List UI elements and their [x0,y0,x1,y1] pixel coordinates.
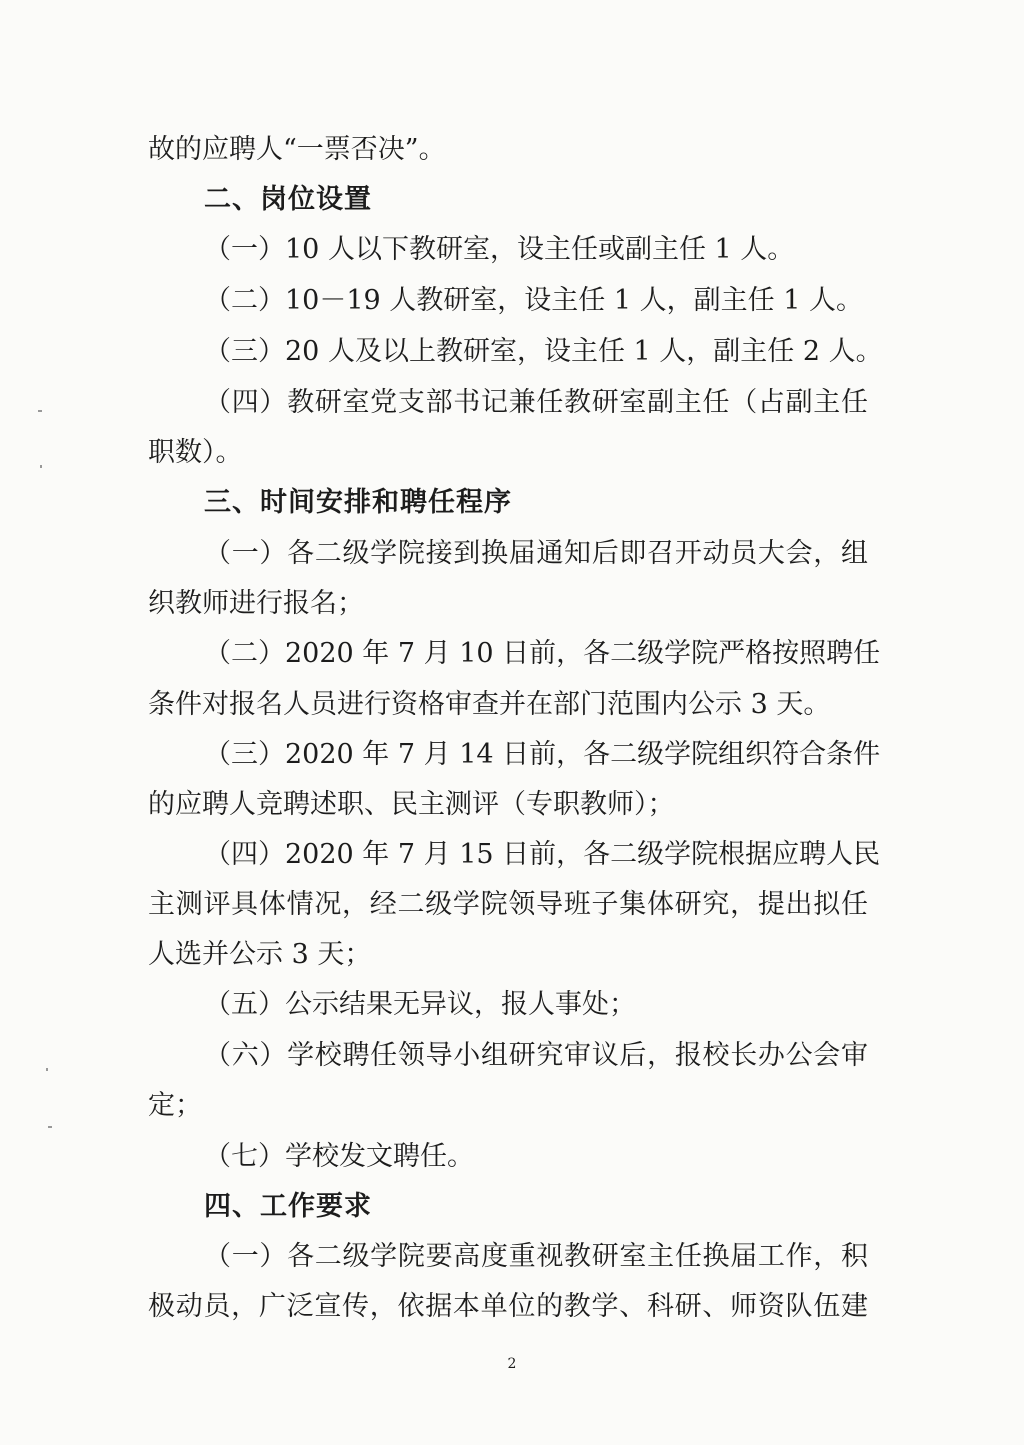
section-heading: 三、时间安排和聘任程序 [204,487,512,518]
scan-speck [40,465,42,468]
text-line: （七）学校发文聘任。 [204,1141,474,1172]
text-line: （三）2020 年 7 月 14 日前，各二级学院组织符合条件 [204,739,881,770]
text-line: 条件对报名人员进行资格审查并在部门范围内公示 3 天。 [148,689,831,720]
text-line: （五）公示结果无异议，报人事处； [204,989,636,1020]
text-line: （六）学校聘任领导小组研究审议后，报校长办公会审 [204,1040,868,1071]
text-line: （一）10 人以下教研室，设主任或副主任 1 人。 [204,234,795,265]
text-line: 职数）。 [148,437,243,468]
text-line: 主测评具体情况，经二级学院领导班子集体研究，提出拟任 [148,889,868,920]
section-heading: 四、工作要求 [204,1191,372,1222]
text-line: 的应聘人竞聘述职、民主测评（专职教师）； [148,789,675,820]
text-line: （三）20 人及以上教研室，设主任 1 人，副主任 2 人。 [204,336,883,367]
scan-speck [38,410,42,412]
scan-speck [48,1126,52,1128]
text-line: （一）各二级学院接到换届通知后即召开动员大会，组 [204,538,868,569]
text-line: 故的应聘人“一票否决”。 [148,134,446,165]
text-line: 人选并公示 3 天； [148,939,372,970]
text-line: （二）10－19 人教研室，设主任 1 人，副主任 1 人。 [204,285,863,316]
text-line: （四）教研室党支部书记兼任教研室副主任（占副主任 [204,387,868,418]
text-line: （一）各二级学院要高度重视教研室主任换届工作，积 [204,1241,868,1272]
section-heading: 二、岗位设置 [204,184,372,215]
scan-speck [46,1068,48,1071]
text-line: 织教师进行报名； [148,588,364,619]
text-line: 定； [148,1090,202,1121]
text-line: （二）2020 年 7 月 10 日前，各二级学院严格按照聘任 [204,638,881,669]
text-line: 极动员，广泛宣传，依据本单位的教学、科研、师资队伍建 [148,1291,868,1322]
text-line: （四）2020 年 7 月 15 日前，各二级学院根据应聘人民 [204,839,881,870]
page-number: 2 [507,1356,517,1372]
